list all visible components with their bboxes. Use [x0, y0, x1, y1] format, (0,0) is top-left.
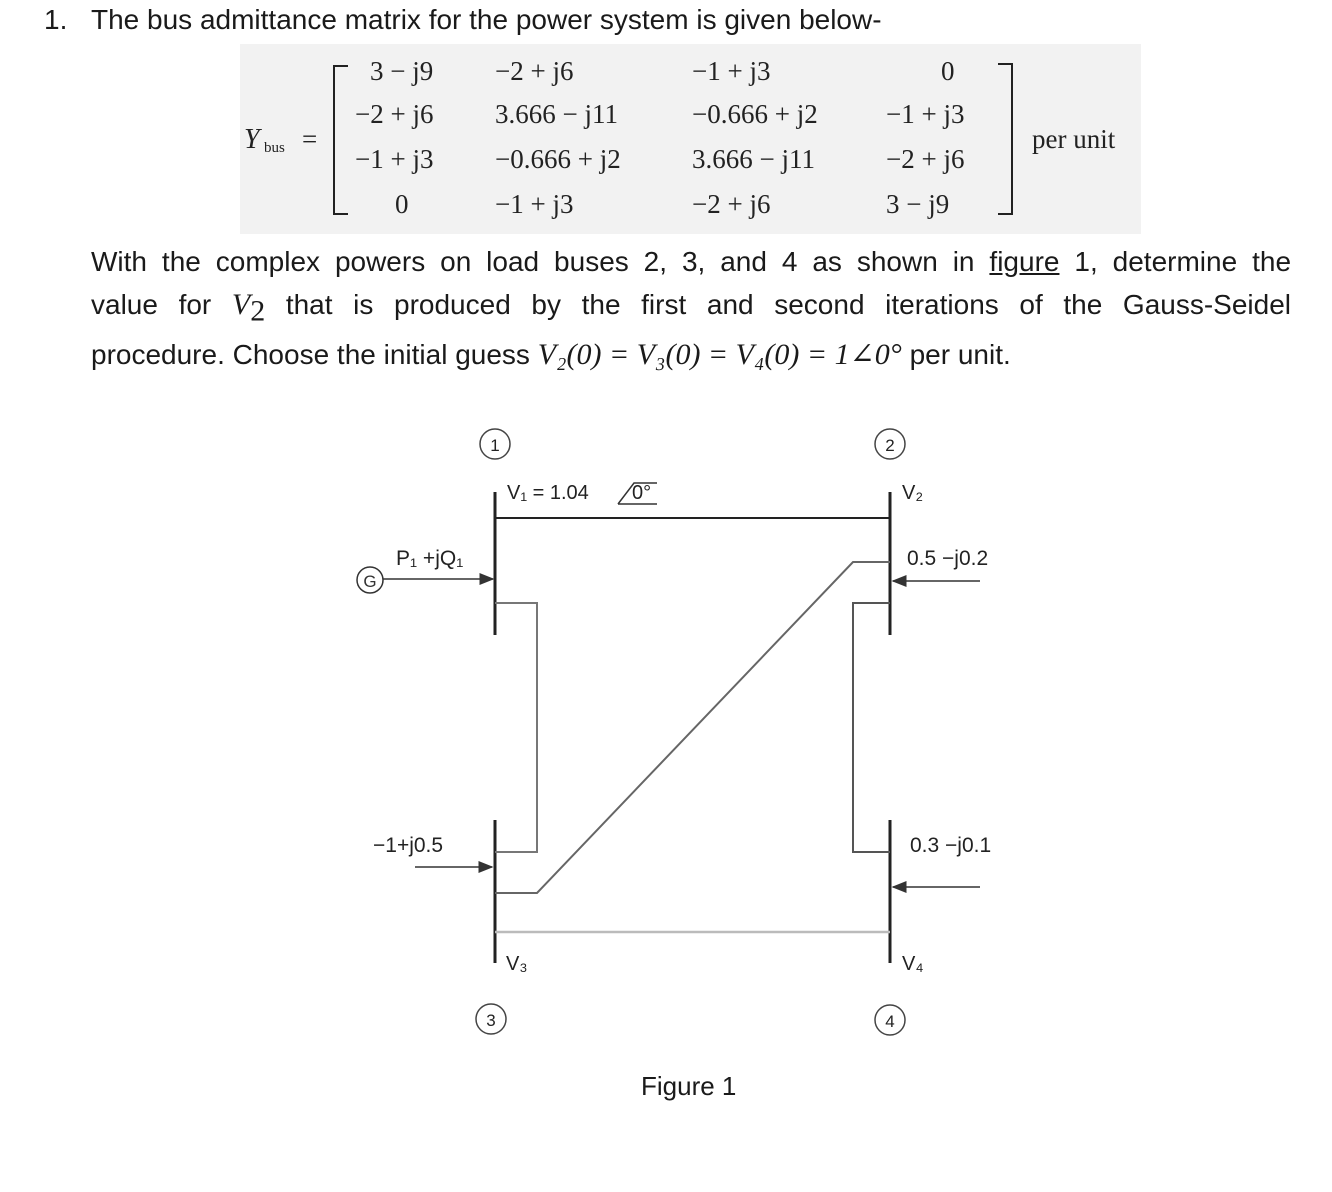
load-4-label: 0.3 −j0.1 — [910, 834, 992, 857]
figure-link[interactable]: figure — [989, 246, 1060, 277]
v2-label: V₂ — [902, 482, 924, 504]
initial-guess-equation: V₂(0) = V₃(0) = V₄(0) = 1∠0° — [537, 337, 902, 371]
matrix-cell: −1 + j3 — [355, 144, 434, 174]
matrix-cell: −2 + j6 — [355, 99, 434, 129]
question-paragraph — [91, 240, 1291, 376]
ybus-subscript: bus — [264, 140, 285, 156]
paragraph-text: per unit. — [901, 338, 1011, 370]
paragraph-text: procedure. Choose the initial guess — [91, 338, 538, 370]
matrix-cell: 3 − j9 — [370, 56, 434, 86]
bus-1-number: 1 — [490, 436, 500, 455]
generator-label: G — [363, 572, 377, 591]
ybus-symbol: Y — [244, 124, 260, 155]
paragraph-text: With the complex powers on load buses 2, 3, and 4 as shown in — [91, 246, 990, 277]
matrix-cell: 3 − j9 — [886, 189, 950, 219]
matrix-unit: per unit — [1032, 124, 1116, 154]
matrix-cell: 0 — [941, 56, 955, 86]
admittance-matrix — [240, 44, 1141, 234]
paragraph-line-1 — [91, 240, 1291, 283]
matrix-cell: −0.666 + j2 — [692, 99, 818, 129]
line-2-3 — [495, 562, 890, 893]
matrix-cell: −0.666 + j2 — [495, 144, 621, 174]
matrix-cell: −1 + j3 — [692, 56, 771, 86]
load-2-label: 0.5 −j0.2 — [907, 547, 989, 570]
power-system-diagram — [0, 380, 1332, 1080]
paragraph-text: 1, determine the — [1059, 246, 1292, 277]
question-number: 1. — [44, 4, 68, 35]
v1-angle: 0° — [632, 482, 652, 504]
v1-label: V₁ = 1.04 — [507, 482, 589, 504]
v3-label: V₃ — [506, 953, 528, 975]
paragraph-text: value for — [91, 289, 232, 320]
paragraph-line-3 — [91, 333, 1291, 376]
bus-3-number: 3 — [486, 1011, 496, 1030]
bus-4-number: 4 — [885, 1012, 895, 1031]
matrix-cell: 3.666 − j11 — [692, 144, 815, 174]
load-3-label: −1+j0.5 — [373, 834, 444, 857]
matrix-cell: −2 + j6 — [692, 189, 771, 219]
matrix-cell: 0 — [395, 189, 409, 219]
bus-2-number: 2 — [885, 436, 895, 455]
question-heading: The bus admittance matrix for the power system is given below- — [91, 4, 882, 35]
figure-caption: Figure 1 — [641, 1071, 737, 1101]
line-1-3 — [495, 603, 537, 852]
line-2-4 — [853, 603, 890, 852]
matrix-cell: −2 + j6 — [886, 144, 965, 174]
v2-subscript: 2 — [250, 294, 266, 328]
matrix-cell: 3.666 − j11 — [495, 99, 618, 129]
v4-label: V₄ — [902, 953, 924, 975]
paragraph-line-2 — [91, 283, 1291, 333]
equals-sign: = — [302, 124, 318, 154]
matrix-cell: −1 + j3 — [886, 99, 965, 129]
matrix-cell: −2 + j6 — [495, 56, 574, 86]
paragraph-text: that is produced by the first and second iterations of the Gauss-Seidel — [265, 289, 1292, 320]
generator-power-label: P₁ +jQ₁ — [396, 547, 464, 570]
v2-symbol: V — [231, 288, 251, 321]
matrix-cell: −1 + j3 — [495, 189, 574, 219]
